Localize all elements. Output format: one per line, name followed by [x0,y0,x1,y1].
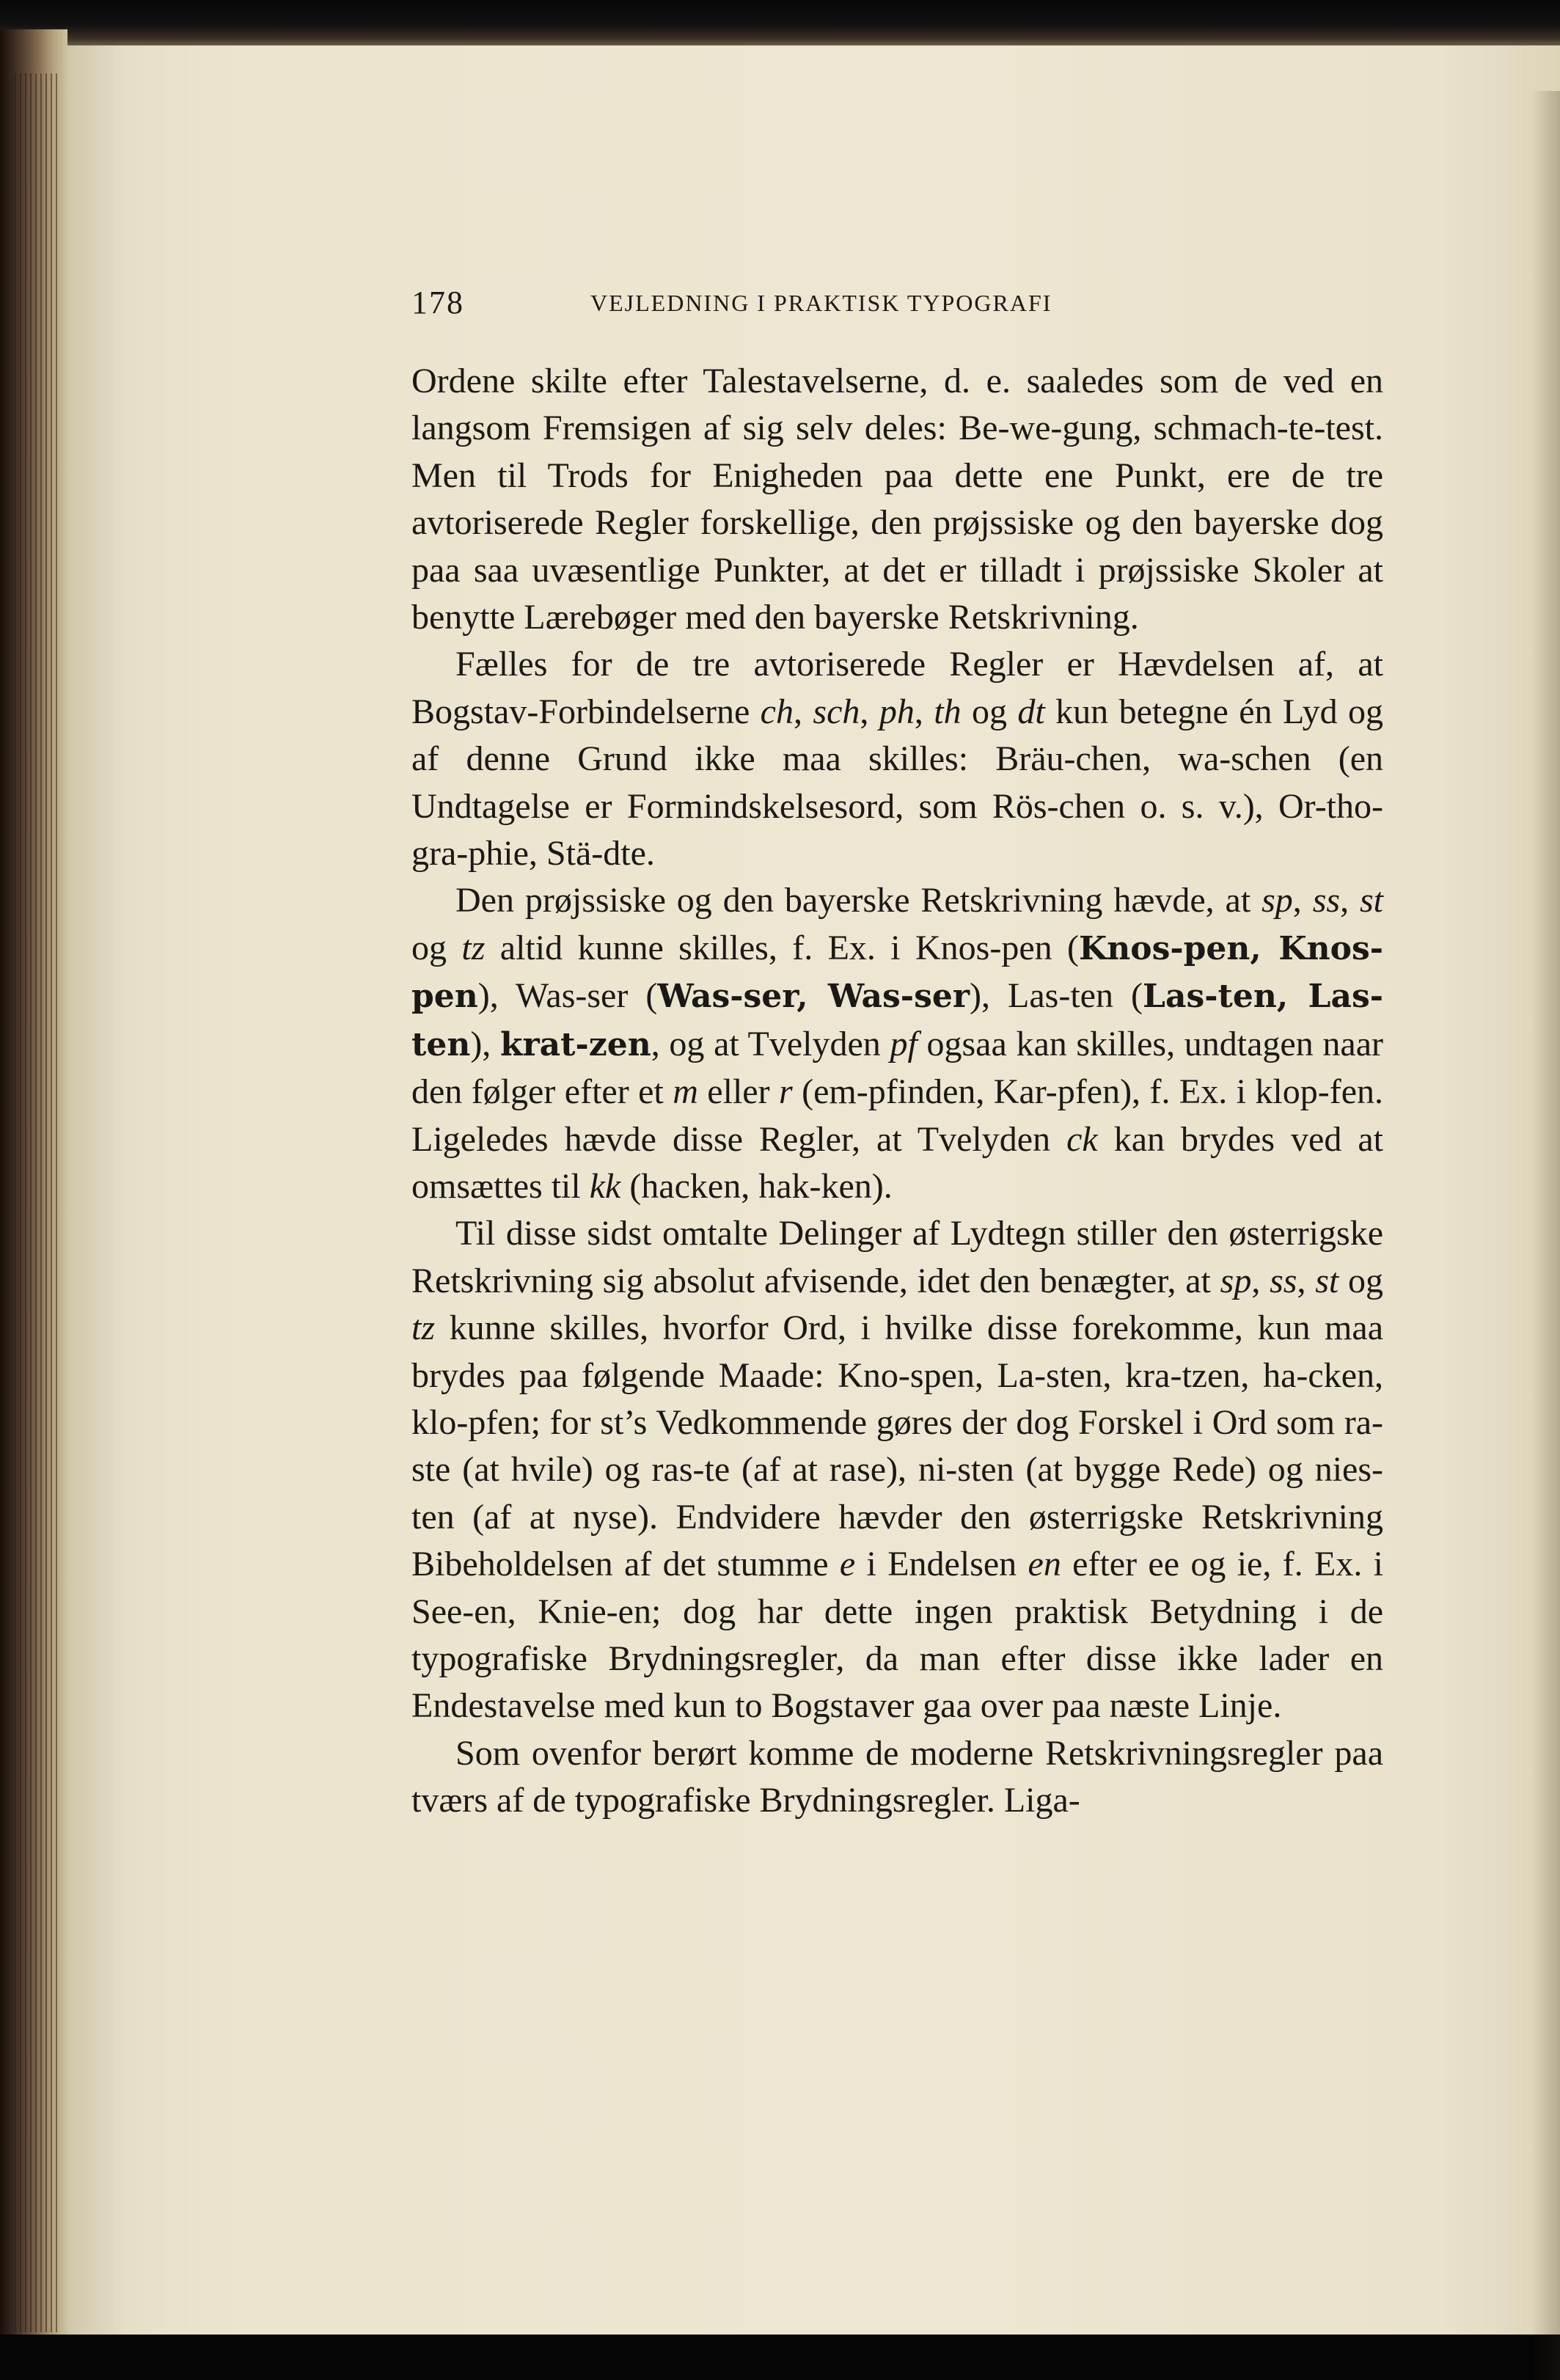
text-run: , [914,692,934,731]
italic-term: pf [890,1024,918,1063]
text-run: ogsaa kan skilles, undtagen naar den følger efter et [411,1024,1383,1112]
text-run: , [860,692,879,731]
fraktur-example: Knos-pen, Knos-pen [411,929,1384,1016]
text-run: , og at Tvelyden [651,1024,890,1063]
paragraph [411,1730,1383,1825]
italic-term: e [839,1545,856,1584]
italic-term: sch [813,692,860,731]
text-run: og [961,692,1018,731]
italic-term: tz [461,928,486,967]
italic-term: ss [1312,881,1341,920]
text-run: ), Las-ten ( [970,976,1143,1016]
italic-term: dt [1017,692,1045,731]
text-run: eller [697,1072,780,1112]
italic-term: en [1028,1545,1061,1584]
text-run: ), Was-ser ( [477,976,658,1016]
text-run: kan brydes ved at omsættes til [411,1119,1384,1206]
paragraph [411,641,1383,877]
text-run: Ordene skilte efter Talestavelserne, d. e. saaledes som de ved en langsom Fremsigen af sig selv deles: Be-we-gung, schmach-te-test. Men til Trods for Enigheden paa dette ene Punkt, ere de tre avtoriserede Regler forskellige, den prøjssiske og den bayerske dog paa saa uvæsentlige Punkter, at det er tilladt i prøjssiske Skoler at benytte Lærebøger med den bayerske Retskrivning. [411,362,1383,637]
text-run: og [411,928,462,967]
text-run: og [1339,1261,1383,1300]
running-head: VEJLEDNING I PRAKTISK TYPOGRAFI [590,290,1052,316]
text-run: Til disse sidst omtalte Delinger af Lydtegn stiller den østerrigske Retskrivning sig absolut afvisende, idet den benægter, at [411,1214,1383,1300]
paragraph [411,358,1383,641]
page-edges [15,73,59,2332]
italic-term: m [673,1072,698,1112]
text-run: ), [470,1024,500,1063]
page-right-shadow [1531,91,1560,2380]
text-run: altid kunne skilles, f. Ex. i Knos-pen ( [485,928,1080,967]
text-run: kunne skilles, hvorfor Ord, i hvilke disse forekomme, kun maa brydes paa følgende Maade: Kno-spen, La-sten, kra-tzen, ha-cken, klo-pfen; for st’s Vedkommende gøres der dog Forskel i Ord som ra-ste (at hvile) og ras-te (af at rase), ni-sten (at bygge Rede) og nies-ten (af at nyse). Endvidere hævder den østerrigske Retskrivning Bibeholdelsen af det stumme [411,1308,1383,1584]
italic-term: st [1360,881,1384,920]
text-run: (hacken, hak-ken). [620,1166,893,1206]
text-run: , [1340,881,1360,920]
italic-term: ph [879,692,915,731]
text-run: , [1297,1261,1316,1300]
text-run: i Endelsen [855,1545,1028,1584]
italic-term: kk [589,1166,621,1206]
body-text [411,358,1383,1825]
paragraph [411,877,1383,1210]
page-number: 178 [411,285,464,321]
text-run: Den prøjssiske og den bayerske Retskrivning hævde, at [455,881,1262,920]
text-run: Som ovenfor berørt komme de moderne Retskrivningsregler paa tværs af de typografiske Brydningsregler. Liga- [411,1733,1383,1820]
italic-term: ss [1270,1261,1297,1300]
italic-term: th [934,692,962,731]
text-run: , [1251,1261,1270,1300]
fraktur-example: Las-ten, Las-ten [411,978,1383,1063]
italic-term: tz [411,1308,436,1348]
text-run: , [1292,881,1313,920]
text-run: kun betegne én Lyd og af denne Grund ikke maa skilles: Bräu-chen, wa-schen (en Undtagelse er Formindskelsesord, som Rös-chen o. s. v.), Or-tho-gra-phie, Stä-dte. [411,692,1384,874]
text-run: (em-pfinden, Kar-pfen), f. Ex. i klop-fen. Ligeledes hævde disse Regler, at Tvelyden [411,1072,1384,1159]
italic-term: ck [1066,1119,1098,1159]
paragraph [411,1210,1383,1729]
italic-term: sp [1220,1261,1252,1300]
italic-term: r [779,1072,793,1112]
text-run: , [793,692,813,731]
italic-term: ch [760,692,794,731]
top-edge-shadow [0,0,1560,45]
fraktur-example: Was-ser, Was-ser [657,978,970,1016]
book-binding [0,29,67,2335]
text-run: efter ee og ie, f. Ex. i See-en, Knie-en; dog har dette ingen praktisk Betydning i de typografiske Brydningsregler, da man efter disse ikke lader en Endestavelse med kun to Bogstaver gaa over paa næste Linje. [411,1545,1384,1726]
text-run: Fælles for de tre avtoriserede Regler er Hævdelsen af, at Bogstav-Forbindelserne [411,645,1383,731]
page-header [411,284,1380,328]
italic-term: st [1315,1261,1339,1300]
fraktur-example: krat-zen [499,1025,651,1063]
italic-term: sp [1261,881,1293,920]
